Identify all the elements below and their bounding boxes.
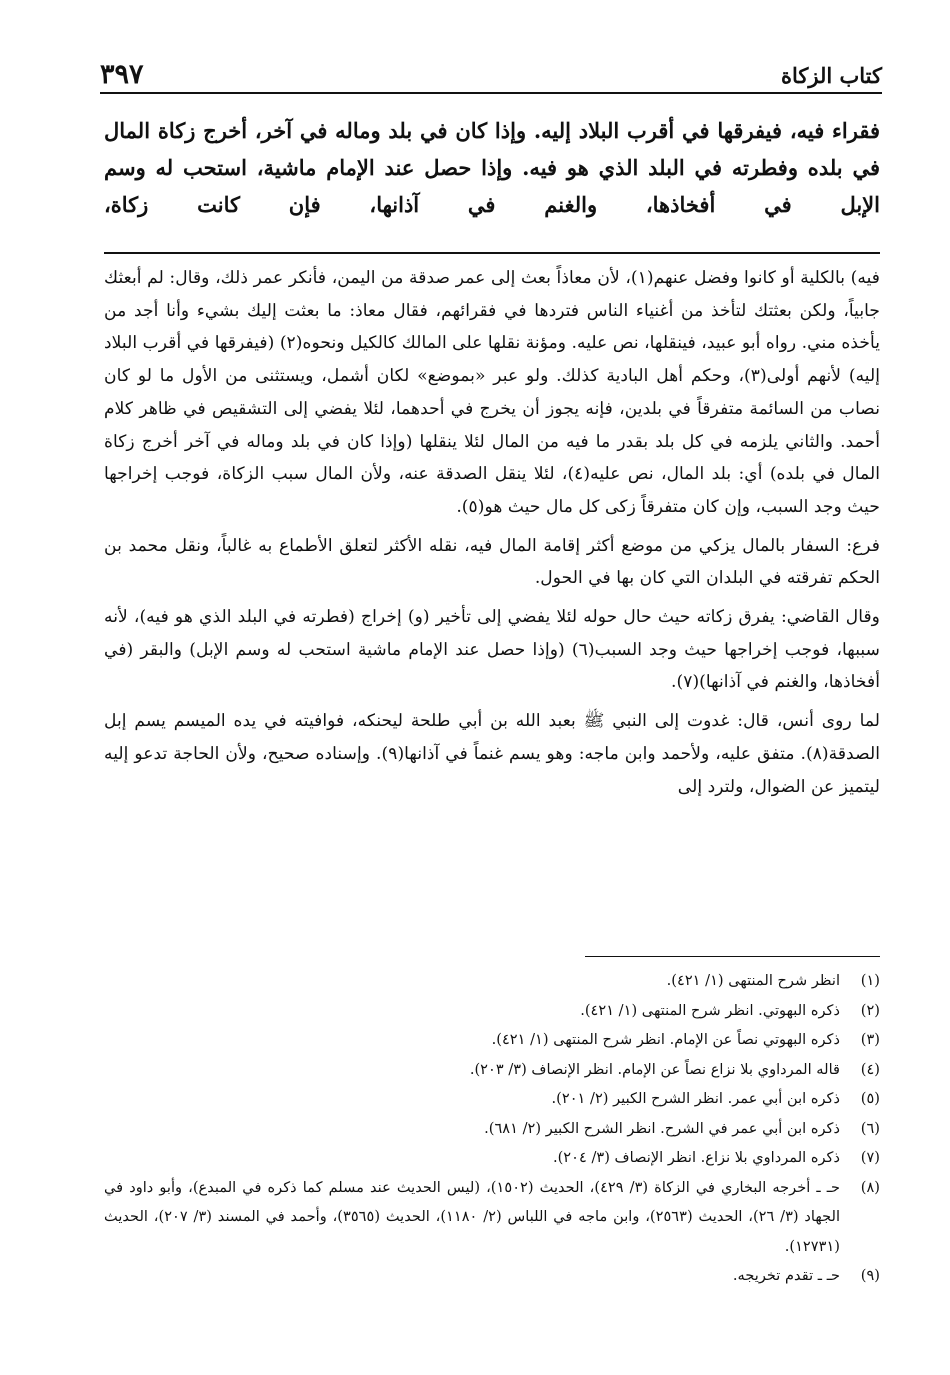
footnote-number: (٥) — [860, 1090, 880, 1107]
footnote — [104, 966, 880, 996]
footnote — [104, 1173, 880, 1262]
footnote-number: (٣) — [860, 1031, 880, 1048]
footnote-text: انظر شرح المنتهى (١/ ٤٢١). — [666, 972, 840, 989]
footnotes — [104, 966, 880, 1291]
footnote-text: حـ ـ تقدم تخريجه. — [732, 1267, 840, 1284]
main-text: فقراء فيه، فيفرقها في أقرب البلاد إليه. وإذا كان في بلد وماله في آخر، أخرج زكاة المال في بلده وفطرته في البلد الذي هو فيه. وإذا حصل عند الإمام ماشية، استحب له وسم الإبل في أفخاذها، والغنم في آذانها، فإن كانت زكاة، — [104, 118, 880, 217]
commentary — [104, 262, 880, 809]
footnote-text: ذكره المرداوي بلا نزاع. انظر الإنصاف (٣/ ٢٠٤). — [552, 1149, 840, 1166]
footnotes-divider — [585, 956, 880, 957]
page-number: ٣٩٧ — [100, 59, 144, 90]
commentary-paragraph-2: فرع: السفار بالمال يزكي من موضع أكثر إقامة المال فيه، نقله الأكثر لتعلق الأطماع به غالباً، ونقل محمد بن الحكم تفرقته في البلدان التي كان بها في الحول. — [104, 535, 880, 589]
section-divider — [104, 252, 880, 254]
footnote — [104, 1114, 880, 1144]
footnote-number: (٦) — [860, 1119, 880, 1137]
footnote — [104, 1055, 880, 1085]
footnote-number: (١) — [860, 972, 880, 989]
page-header — [100, 52, 882, 94]
footnote — [104, 1025, 880, 1055]
footnote-number: (٤) — [860, 1060, 880, 1078]
footnote-text: ذكره البهوتي. انظر شرح المنتهى (١/ ٤٢١). — [580, 1001, 840, 1019]
chapter-title: كتاب الزكاة — [780, 63, 882, 88]
footnote-number: (٩) — [860, 1267, 880, 1284]
footnote — [104, 1143, 880, 1173]
footnote-number: (٨) — [860, 1178, 880, 1196]
footnote — [104, 996, 880, 1026]
commentary-paragraph-4: لما روى أنس، قال: غدوت إلى النبي ﷺ بعبد الله بن أبي طلحة ليحنكه، فوافيته في يده الميسم يسم إبل الصدقة(٨). متفق عليه، ولأحمد وابن ماجه: وهو يسم غنماً في آذانها(٩). وإسناده صحيح، ولأن الحاجة تدعو إليه ليتميز عن الضوال، ولترد إلى — [104, 711, 880, 797]
footnote-text: قاله المرداوي بلا نزاع نصاً عن الإمام. انظر الإنصاف (٣/ ٢٠٣). — [469, 1060, 840, 1078]
footnote-number: (٢) — [860, 1001, 880, 1019]
footnote-text: حـ ـ أخرجه البخاري في الزكاة (٣/ ٤٢٩)، الحديث (١٥٠٢)، (ليس الحديث عند مسلم كما ذكره في المبدع)، وأبو داود في الجهاد (٣/ ٢٦)، الحديث (٢٥٦٣)، وابن ماجه في اللباس (٢/ ١١٨٠)، الحديث (٣٥٦٥)، وأحمد في المسند (٣/ ٢٠٧)، الحديث (١٢٧٣١). — [104, 1178, 841, 1255]
commentary-paragraph-3: وقال القاضي: يفرق زكاته حيث حال حوله لئلا يفضي إلى تأخير (و) إخراج (فطرته في البلد الذي هو فيه)، لأنه سببها، فوجب إخراجها حيث وجد السبب(٦) (وإذا حصل عند الإمام ماشية استحب له وسم الإبل) والبقر (في أفخاذها، والغنم في آذانها)(٧). — [104, 607, 880, 693]
footnote — [104, 1261, 880, 1291]
footnote-text: ذكره البهوتي نصاً عن الإمام. انظر شرح المنتهى (١/ ٤٢١). — [491, 1031, 840, 1048]
footnote — [104, 1084, 880, 1114]
footnote-text: ذكره ابن أبي عمر. انظر الشرح الكبير (٢/ ٢٠١). — [551, 1090, 840, 1107]
footnote-number: (٧) — [860, 1149, 880, 1166]
footnote-text: ذكره ابن أبي عمر في الشرح. انظر الشرح الكبير (٢/ ٦٨١). — [484, 1119, 840, 1137]
commentary-paragraph-1: فيه) بالكلية أو كانوا وفضل عنهم(١)، لأن معاذاً بعث إلى عمر صدقة من اليمن، فأنكر عمر ذلك، وقال: لم أبعثك جابياً، ولكن بعثتك لتأخذ من أغنياء الناس فتردها في فقرائهم، فقال معاذ: ما بعثت إليك بشيء وأنا أجد من يأخذه مني. رواه أبو عبيد، فينقلها، نص عليه. ومؤنة نقلها على المالك كالكيل ونحوه(٢) (فيفرقها في أقرب البلاد إليه) لأنهم أولى(٣)، وحكم أهل البادية كذلك. ولو عبر «بموضع» لكان أشمل، ويستثنى من الأول ما لو كان نصاب من السائمة متفرقاً في بلدين، فإنه يجوز أن يخرج في أحدهما، لئلا يفضي إلى التشقيص في ظاهر كلام أحمد. والثاني يلزمه في كل بلد بقدر ما فيه من المال لئلا ينقلها (وإذا كان في بلد وماله في آخر أخرج زكاة المال في بلده) أي: بلد المال، نص عليه(٤)، لئلا ينقل الصدقة عنه، ولأن المال سبب الزكاة، فوجب إخراجها حيث وجد السبب، وإن كان متفرقاً زكى كل مال حيث هو(٥). — [104, 268, 881, 517]
